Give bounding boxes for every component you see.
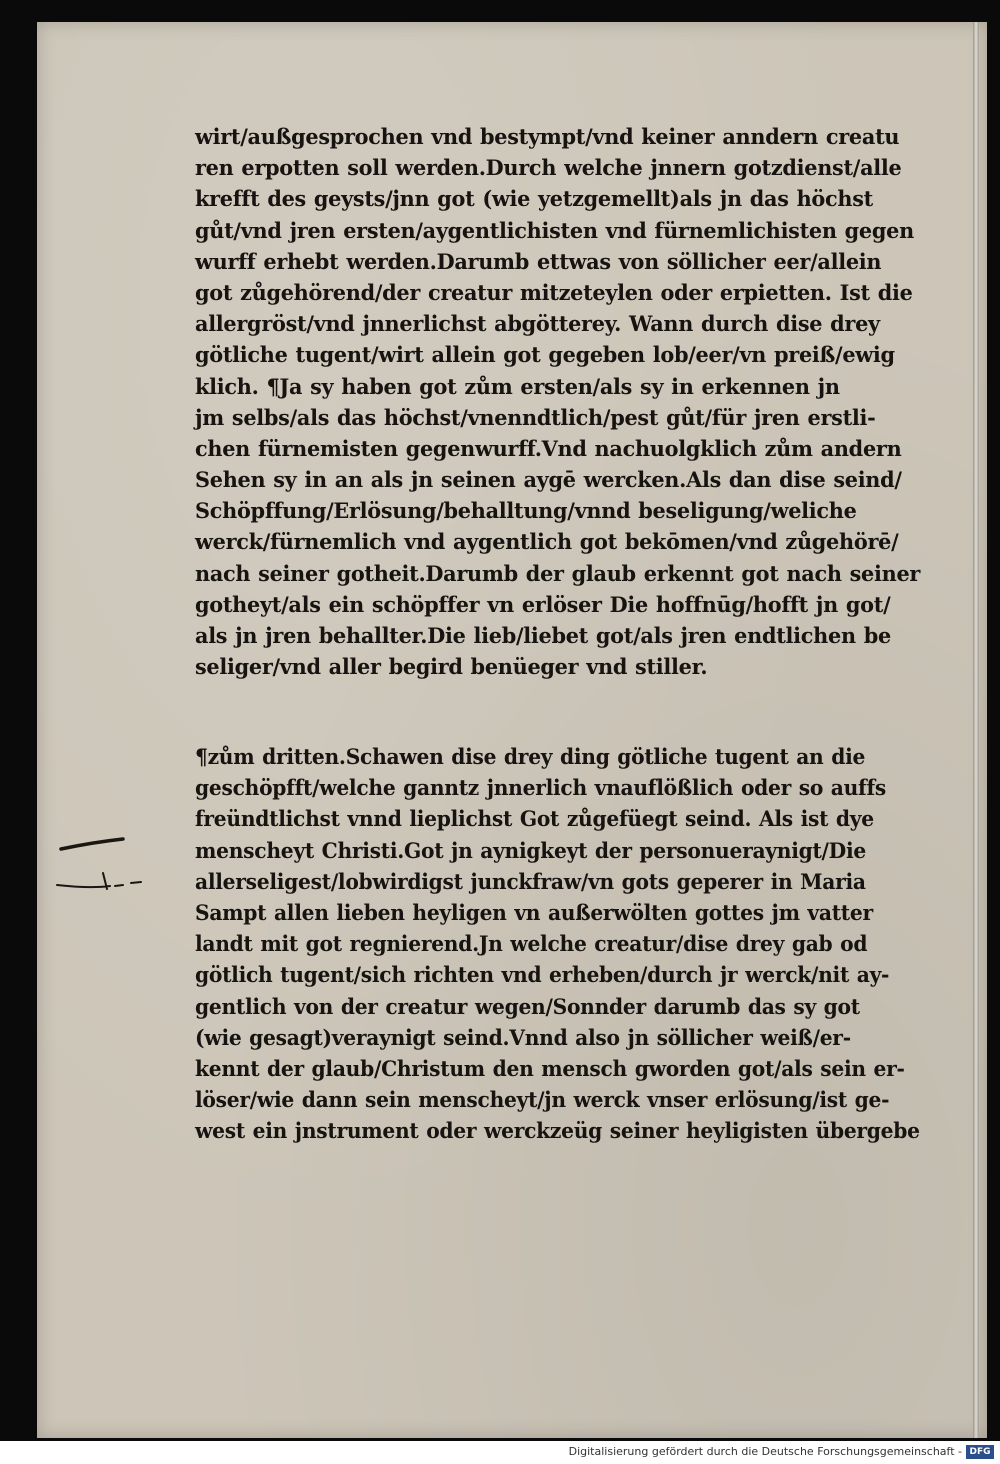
text-line: gentlich von der creatur wegen/Sonnder darumb das sy got <box>195 994 860 1020</box>
text-line: Sehen sy in an als jn seinen aygē wercken.Als dan dise seind/ <box>195 468 902 494</box>
text-line: freündtlichst vnnd lieplichst Got zůgefüegt seind. Als ist dye <box>195 807 874 833</box>
text-line: werck/fürnemlich vnd aygentlich got bekōmen/vnd zůgehörē/ <box>195 530 899 556</box>
text-line: ren erpotten soll werden.Durch welche jnnern gotzdienst/alle <box>195 156 902 182</box>
text-line: krefft des geysts/jnn got (wie yetzgemellt)als jn das höchst <box>195 187 873 213</box>
dfg-logo: DFG <box>966 1445 994 1459</box>
text-line: allerseligest/lobwirdigst junckfraw/vn gots geperer in Maria <box>195 869 866 895</box>
text-line: ¶zům dritten.Schawen dise drey ding götliche tugent an die <box>195 745 866 770</box>
text-line: west ein jnstrument oder werckzeüg seiner heyligisten übergebe <box>195 1119 920 1145</box>
text-line: götlich tugent/sich richten vnd erheben/durch jr werck/nit ay- <box>195 963 890 989</box>
page-edge <box>973 22 979 1438</box>
text-line: jm selbs/als das höchst/vnenndtlich/pest gůt/für jren erstli- <box>195 405 876 431</box>
text-line: geschöpfft/welche ganntz jnnerlich vnauflößlich oder so auffs <box>195 776 887 802</box>
text-line: wurff erhebt werden.Darumb ettwas von söllicher eer/allein <box>195 249 882 275</box>
text-line: got zůgehörend/der creatur mitzeteylen oder erpietten. Ist die <box>195 280 913 306</box>
paragraph-2 <box>195 742 965 1147</box>
paragraph-1 <box>195 122 944 683</box>
text-line: (wie gesagt)veraynigt seind.Vnnd also jn söllicher weiß/er- <box>195 1025 851 1051</box>
text-line: löser/wie dann sein menscheyt/jn werck vnser erlösung/ist ge- <box>195 1088 890 1114</box>
margin-stroke-upper <box>61 839 123 849</box>
text-line: chen fürnemisten gegenwurff.Vnd nachuolgklich zům andern <box>195 436 902 462</box>
margin-stroke-lower <box>57 873 141 889</box>
text-line: kennt der glaub/Christum den mensch gworden got/als sein er- <box>195 1056 905 1082</box>
text-line: gotheyt/als ein schöpffer vn erlöser Die hoffnūg/hofft jn got/ <box>195 592 891 618</box>
text-line: gůt/vnd jren ersten/aygentlichisten vnd fürnemlichisten gegen <box>195 218 914 244</box>
footer-credit: Digitalisierung gefördert durch die Deutsche Forschungsgemeinschaft - <box>568 1445 962 1458</box>
text-line: menscheyt Christi.Got jn aynigkeyt der personueraynigt/Die <box>195 838 866 864</box>
text-line: nach seiner gotheit.Darumb der glaub erkennt got nach seiner <box>195 561 921 587</box>
text-line: götliche tugent/wirt allein got gegeben lob/eer/vn preiß/ewig <box>195 343 895 369</box>
text-line: Sampt allen lieben heyligen vn außerwölten gottes jm vatter <box>195 900 873 926</box>
text-line: klich. ¶Ja sy haben got zům ersten/als sy in erkennen jn <box>195 374 840 400</box>
text-line: als jn jren behallter.Die lieb/liebet got/als jren endtlichen be <box>195 624 891 649</box>
text-line: Schöpffung/Erlösung/behalltung/vnnd beseligung/weliche <box>195 499 857 525</box>
text-line: seliger/vnd aller begird benüeger vnd stiller. <box>195 655 708 681</box>
text-line: allergröst/vnd jnnerlichst abgötterey. Wann durch dise drey <box>195 312 880 338</box>
footer-bar <box>0 1441 1000 1464</box>
margin-annotation-marks <box>55 835 165 905</box>
text-line: landt mit got regnierend.Jn welche creatur/dise drey gab od <box>195 932 868 958</box>
text-line: wirt/außgesprochen vnd bestympt/vnd keiner anndern creatu <box>195 125 900 150</box>
